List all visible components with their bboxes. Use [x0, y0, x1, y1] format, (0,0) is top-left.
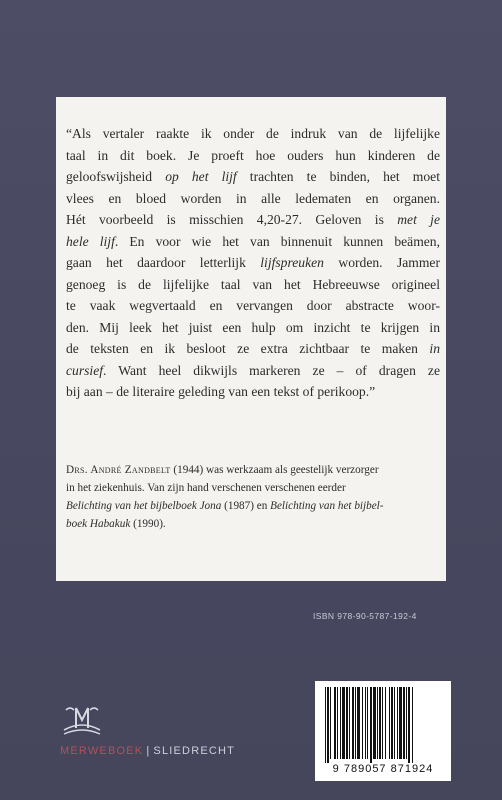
bio-line-1: Drs. André Zandbelt (1944) was werkzaam als geestelijk verzorger — [66, 464, 379, 476]
quote-line: de teksten en ik besloot ze extra zichtbaar te maken in — [66, 341, 440, 356]
author-bio — [66, 461, 440, 533]
quote-line: vlees en bloed worden in alle ledematen en organen. — [66, 190, 440, 206]
quote-line: taal in dit boek. Je proeft hoe ouders hun kinderen de — [66, 147, 440, 163]
isbn-number: ISBN 978-90-5787-192-4 — [313, 611, 417, 621]
publisher-imprint — [60, 745, 235, 757]
quote-line: geloofswijsheid op het lijf trachten te binden, het moet — [66, 169, 440, 184]
quote-line: genoeg is de lijfelijke taal van het Hebreeuwse origineel — [66, 276, 440, 292]
bio-line-3: Belichting van het bijbelboek Jona (1987) en Belichting van het bijbel- — [66, 500, 384, 512]
quote-line: gaan het daardoor letterlijk lijfspreuken worden. Jammer — [66, 255, 440, 270]
bio-line-4: boek Habakuk (1990). — [66, 518, 166, 530]
bio-line-2: in het ziekenhuis. Van zijn hand verschenen verschenen eerder — [66, 482, 346, 494]
barcode — [315, 681, 451, 781]
barcode-bars — [315, 681, 451, 763]
quote-line: Hét voorbeeld is misschien 4,20-27. Geloven is met je — [66, 212, 440, 227]
publisher-name: MERWEBOEK — [60, 745, 144, 757]
publisher-separator: | — [146, 745, 151, 757]
quote-line: bij aan – de literaire geleding van een tekst of perikoop.” — [66, 384, 376, 399]
merweboek-logo-icon — [62, 704, 102, 738]
barcode-digits: 9 789057 871924 — [332, 763, 434, 775]
quote-line: “Als vertaler raakte ik onder de indruk van de lijfelijke — [66, 126, 440, 141]
quote-line: cursief. Want heel dikwijls markeren ze – of dragen ze — [66, 362, 440, 378]
publisher-place: SLIEDRECHT — [153, 745, 236, 757]
quote-line: hele lijf. En voor wie het van binnenuit kunnen beämen, — [66, 233, 440, 249]
author-name: Drs. André Zandbelt — [66, 464, 171, 476]
blurb-quote — [66, 123, 440, 403]
quote-line: den. Mij leek het juist een hulp om inzicht te krijgen in — [66, 319, 440, 335]
quote-line: te vaak wegvertaald en vervangen door abstracte woor- — [66, 298, 440, 313]
